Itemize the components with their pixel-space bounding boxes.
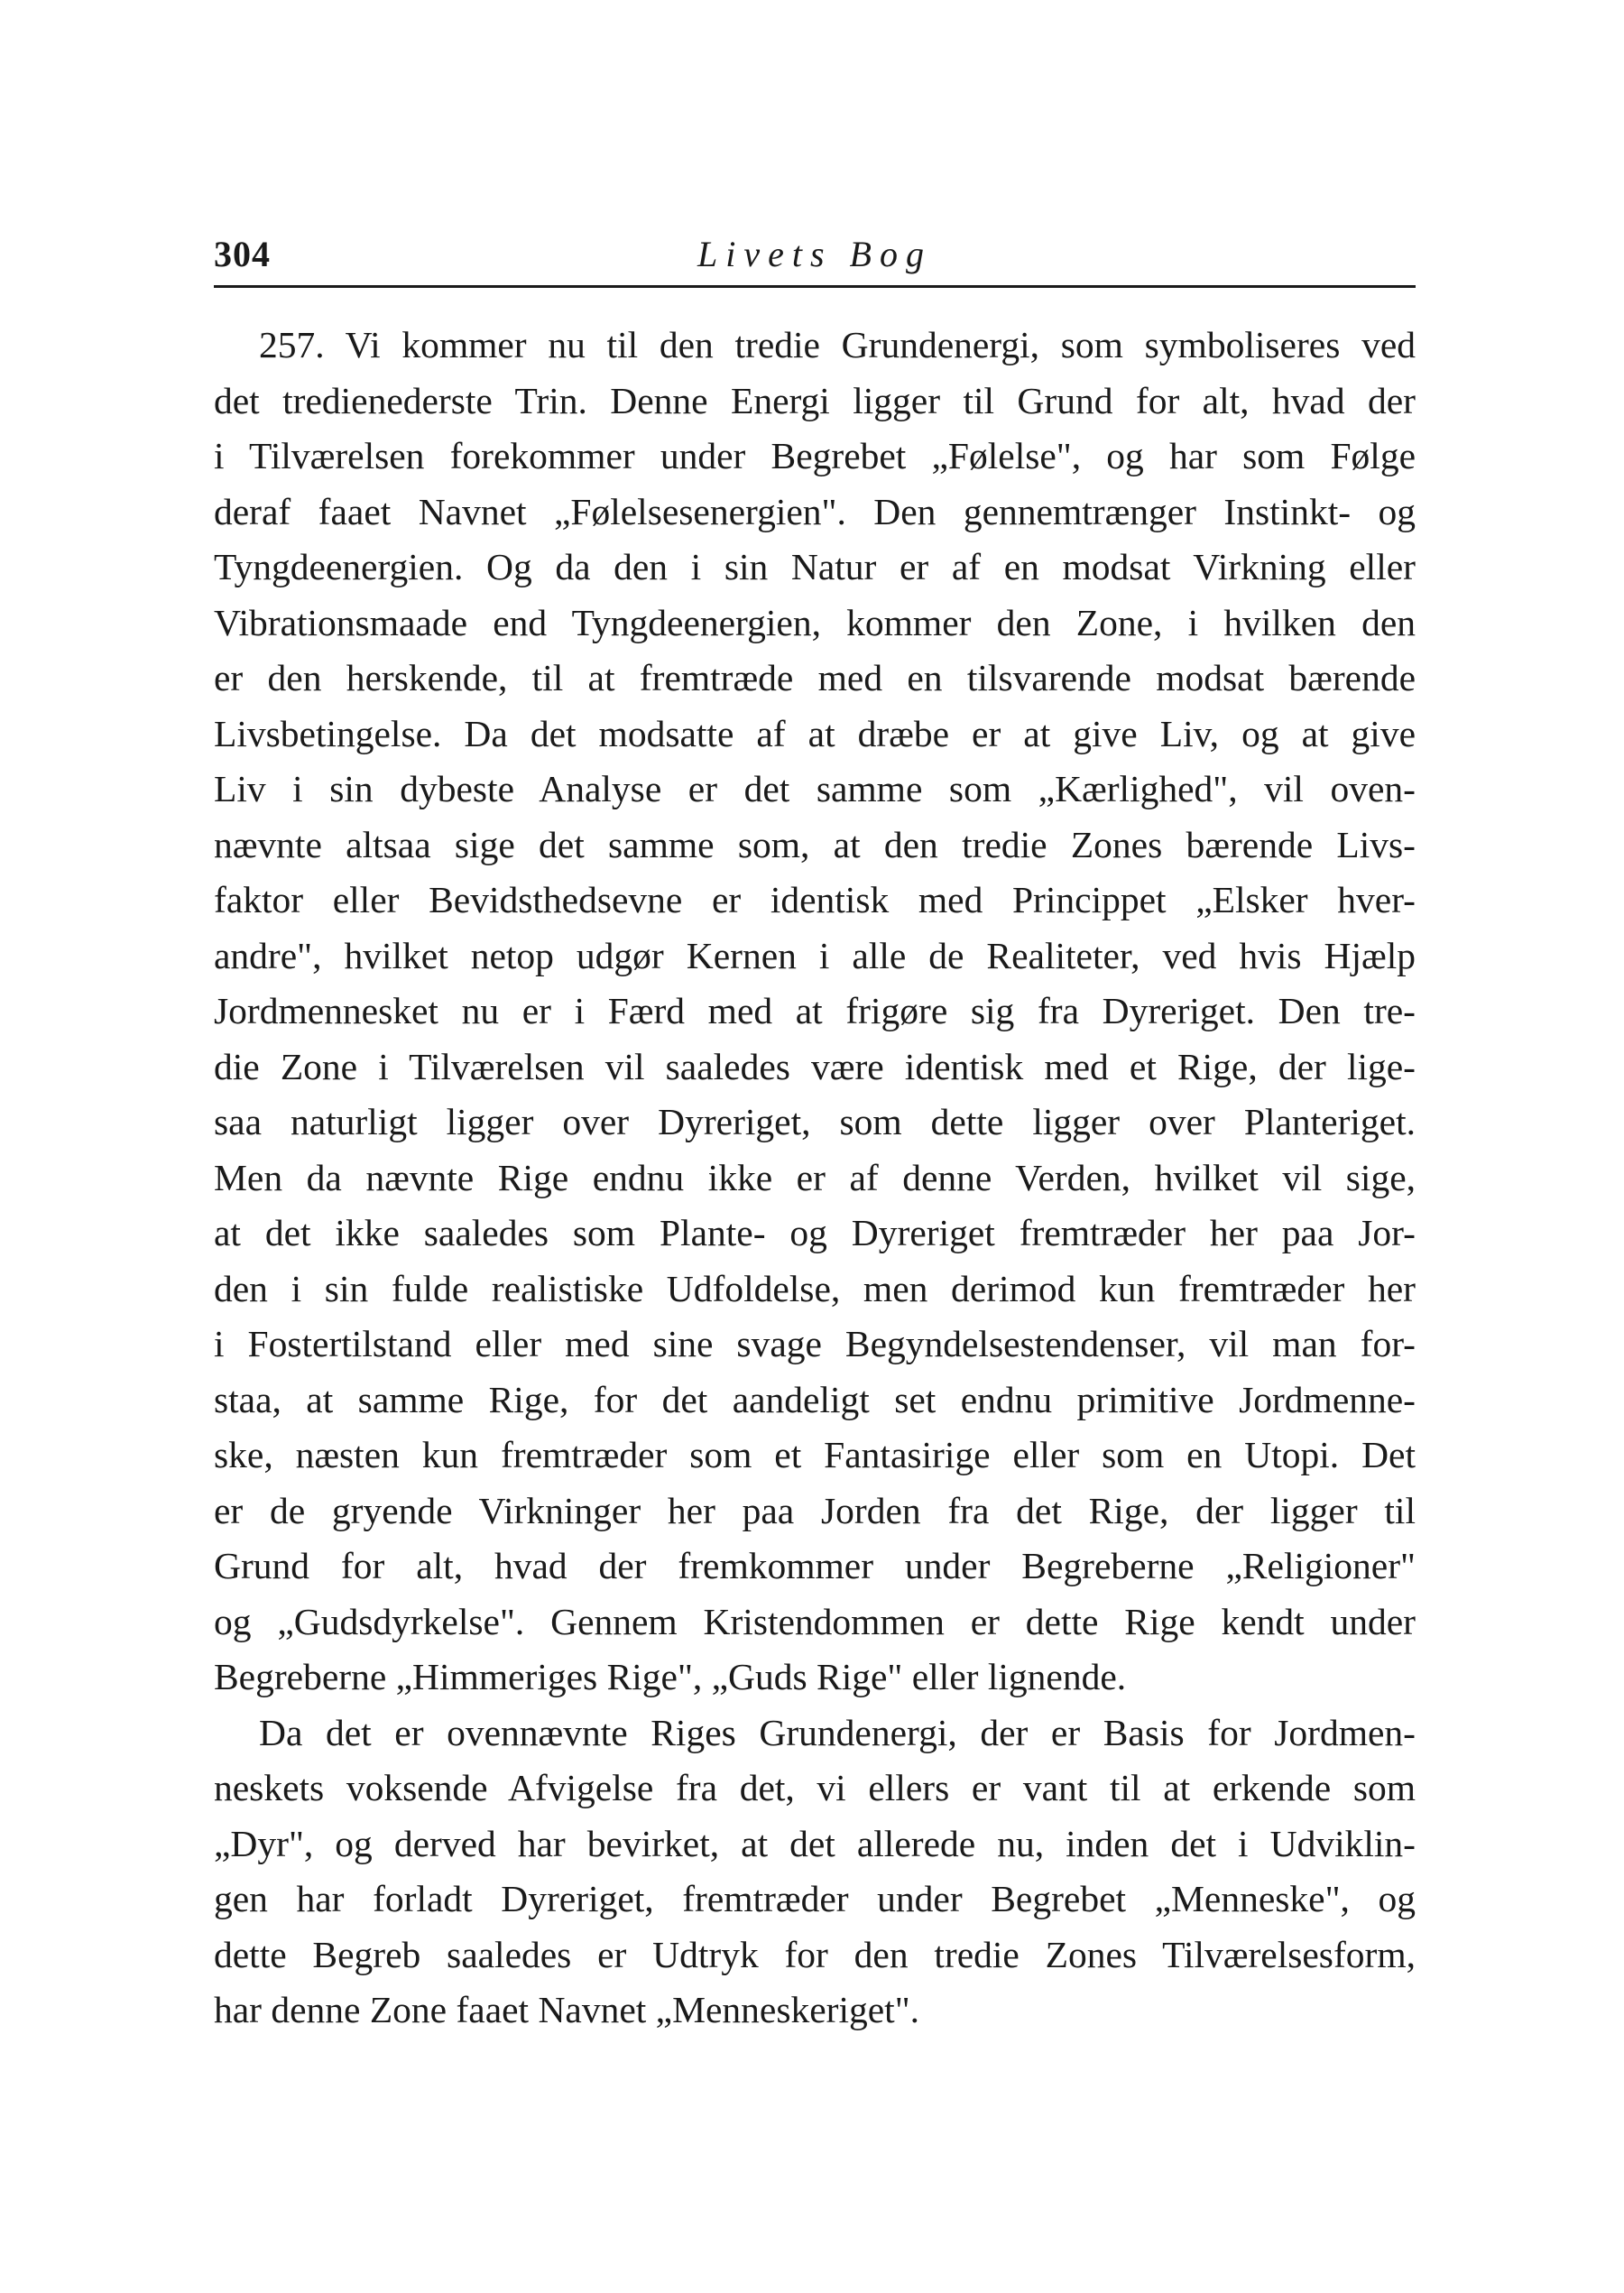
text-line: er de gryende Virkninger her paa Jorden fra det Rige, der ligger til <box>214 1489 1416 1531</box>
text-line: Livsbetingelse. Da det modsatte af at dræbe er at give Liv, og at give <box>214 712 1416 754</box>
text-line: Jordmennesket nu er i Færd med at frigøre sig fra Dyreriget. Den tre- <box>214 990 1416 1031</box>
text-line: dette Begreb saaledes er Udtryk for den tredie Zones Tilværelsesform, <box>214 1933 1416 1975</box>
text-line: Da det er ovennævnte Riges Grundenergi, der er Basis for Jordmen- <box>259 1711 1416 1753</box>
text-line: andre", hvilket netop udgør Kernen i alle de Realiteter, ved hvis Hjælp <box>214 934 1416 976</box>
text-line: Liv i sin dybeste Analyse er det samme som „Kærlighed", vil oven- <box>214 768 1416 809</box>
text-line: Men da nævnte Rige endnu ikke er af denne Verden, hvilket vil sige, <box>214 1156 1416 1198</box>
page-number: 304 <box>214 234 271 274</box>
text-line: i Fostertilstand eller med sine svage Begyndelsestendenser, vil man for- <box>214 1323 1416 1364</box>
running-title: Livets Bog <box>697 234 932 274</box>
text-line: det tredienederste Trin. Denne Energi ligger til Grund for alt, hvad der <box>214 379 1416 421</box>
text-line: deraf faaet Navnet „Følelsesenergien". Den gennemtrænger Instinkt- og <box>214 490 1416 532</box>
text-line: ske, næsten kun fremtræder som et Fantasirige eller som en Utopi. Det <box>214 1434 1416 1475</box>
text-line: Begreberne „Himmeriges Rige", „Guds Rige" eller lignende. <box>214 1656 1127 1697</box>
text-line: faktor eller Bevidsthedsevne er identisk med Princippet „Elsker hver- <box>214 879 1416 920</box>
text-line: den i sin fulde realistiske Udfoldelse, men derimod kun fremtræder her <box>214 1267 1416 1309</box>
text-line: gen har forladt Dyreriget, fremtræder under Begrebet „Menneske", og <box>214 1878 1416 1919</box>
text-line: neskets voksende Afvigelse fra det, vi ellers er vant til at erkende som <box>214 1767 1416 1808</box>
body-text <box>214 318 1416 2039</box>
header-rule <box>214 285 1416 288</box>
text-line: Grund for alt, hvad der fremkommer under Begreberne „Religioner" <box>214 1545 1416 1586</box>
text-line: 257. Vi kommer nu til den tredie Grundenergi, som symboliseres ved <box>259 324 1416 365</box>
text-line: er den herskende, til at fremtræde med en tilsvarende modsat bærende <box>214 657 1416 698</box>
text-line: die Zone i Tilværelsen vil saaledes være identisk med et Rige, der lige- <box>214 1045 1416 1087</box>
text-line: og „Gudsdyrkelse". Gennem Kristendommen er dette Rige kendt under <box>214 1600 1416 1642</box>
text-line: har denne Zone faaet Navnet „Menneskeriget". <box>214 1989 920 2030</box>
text-line: „Dyr", og derved har bevirket, at det allerede nu, inden det i Udviklin- <box>214 1822 1416 1864</box>
text-line: Vibrationsmaade end Tyngdeenergien, kommer den Zone, i hvilken den <box>214 601 1416 643</box>
text-line: staa, at samme Rige, for det aandeligt set endnu primitive Jordmenne- <box>214 1378 1416 1420</box>
text-line: Tyngdeenergien. Og da den i sin Natur er af en modsat Virkning eller <box>214 546 1416 587</box>
text-line: nævnte altsaa sige det samme som, at den tredie Zones bærende Livs- <box>214 823 1416 865</box>
text-line: at det ikke saaledes som Plante- og Dyreriget fremtræder her paa Jor- <box>214 1212 1416 1253</box>
text-line: saa naturligt ligger over Dyreriget, som dette ligger over Planteriget. <box>214 1101 1416 1142</box>
page-header <box>214 233 1416 285</box>
text-line: i Tilværelsen forekommer under Begrebet „Følelse", og har som Følge <box>214 435 1416 476</box>
